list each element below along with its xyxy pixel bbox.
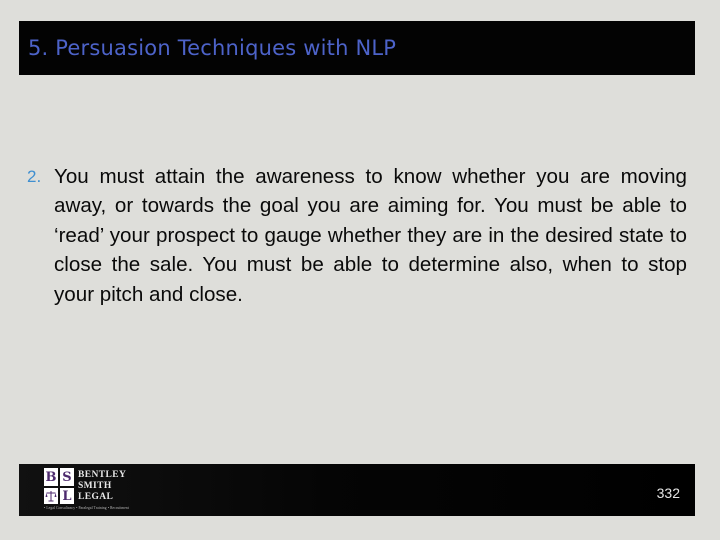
- scales-of-justice-icon: [44, 488, 58, 504]
- slide-title: 5. Persuasion Techniques with NLP: [28, 36, 397, 60]
- logo-tagline: • Legal Consultancy • Paralegal Training • Recruitment: [44, 506, 129, 510]
- company-logo: [44, 468, 154, 512]
- title-bar: [19, 21, 695, 75]
- logo-letter-b: B: [45, 469, 57, 485]
- page-number: 332: [656, 485, 680, 501]
- footer-bar: [19, 464, 695, 516]
- logo-letter-l: L: [60, 488, 74, 504]
- logo-name-line3: LEGAL: [78, 492, 114, 502]
- slide-content: [27, 162, 687, 309]
- logo-company-name: [78, 470, 126, 503]
- logo-name-line2: SMITH: [78, 481, 112, 491]
- logo-name-line1: BENTLEY: [78, 470, 127, 480]
- list-item-number: 2.: [27, 167, 42, 186]
- logo-letter-s: S: [60, 468, 74, 486]
- list-item-text: You must attain the awareness to know whether you are moving away, or towards the goal you are aiming for. You must be able to ‘read’ your prospect to gauge whether they are in the desired state to close the sale. You must be able to determine also, when to stop your pitch and close.: [54, 165, 687, 306]
